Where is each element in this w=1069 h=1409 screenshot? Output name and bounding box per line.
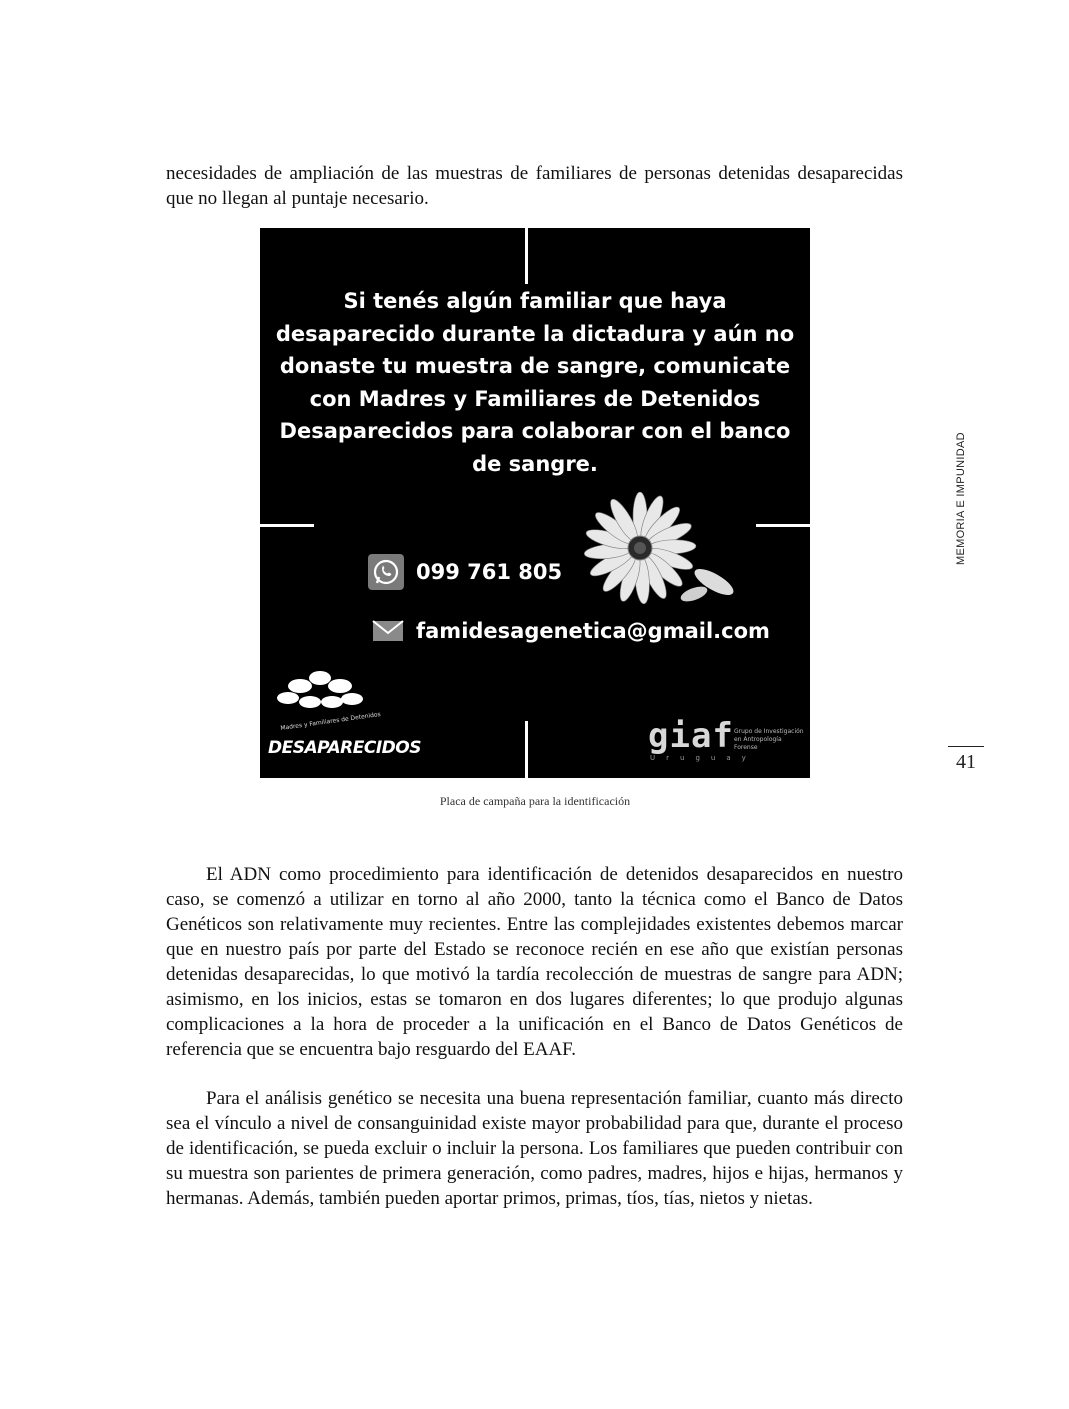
crop-mark-bottom (525, 721, 528, 778)
crop-mark-top (525, 228, 528, 284)
logo-main-text: DESAPARECIDOS (268, 738, 421, 758)
crop-mark-left (260, 524, 314, 527)
body-paragraph-1: El ADN como procedimiento para identificación de detenidos desaparecidos en nuestro caso, se comenzó a utilizar en torno al año 2000, tanto la técnica como el Banco de Datos Genéticos son relativamente muy recientes. Entre las complejidades existentes debemos marcar que en nuestro país por parte del Estado se reconoce recién en ese año que existían personas detenidas desaparecidas, lo que motivó la tardía recolección de muestras de sangre para ADN; asimismo, en los inicios, estas se tomaron en dos lugares diferentes; lo que produjo algunas complicaciones a la hora de proceder a la unificación en el Banco de Datos Genéticos de referencia que se encuentra bajo resguardo del EAAF. (166, 864, 903, 1060)
giaf-subtitle: Grupo de Investigación en Antropología Forense (734, 728, 804, 751)
section-running-head: MEMORIA E IMPUNIDAD (955, 432, 967, 565)
phone-number: 099 761 805 (416, 560, 563, 584)
crop-mark-right (756, 524, 810, 527)
page-number-rule (948, 746, 984, 747)
phone-contact (368, 554, 562, 590)
page-number: 41 (956, 751, 976, 773)
flower-image (582, 490, 752, 620)
whatsapp-icon (368, 554, 404, 590)
madres-familiares-logo (266, 668, 421, 768)
body-paragraph-intro: necesidades de ampliación de las muestras de familiares de personas detenidas desaparecidas que no llegan al puntaje necesario. (166, 163, 903, 209)
body-paragraph-2: Para el análisis genético se necesita una buena representación familiar, cuanto más directo sea el vínculo a nivel de consanguinidad existe mayor probabilidad para que, durante el proceso de identificación, se pueda excluir o incluir la persona. Los familiares que pueden contribuir con su muestra son parientes de primera generación, como padres, madres, hijos e hijas, hermanos y hermanas. Además, también pueden aportar primos, primas, tíos, tías, nietos y nietas. (166, 1088, 903, 1209)
email-contact (372, 619, 770, 643)
email-address: famidesagenetica@gmail.com (416, 619, 770, 643)
mail-icon (372, 619, 404, 643)
campaign-poster-image (260, 228, 810, 778)
giaf-logo (648, 716, 804, 768)
giaf-country: Uruguay (650, 754, 757, 762)
figure-caption: Placa de campaña para la identificación (439, 794, 631, 808)
poster-headline: Si tenés algún familiar que haya desaparecido durante la dictadura y aún no donaste tu muestra de sangre, comunicate con Madres y Familiares de Detenidos Desaparecidos para colaborar con el banco de sangre. (275, 289, 795, 476)
giaf-wordmark: giaf (648, 716, 734, 756)
logo-small-text: Madres y Familiares de Detenidos (280, 710, 382, 733)
